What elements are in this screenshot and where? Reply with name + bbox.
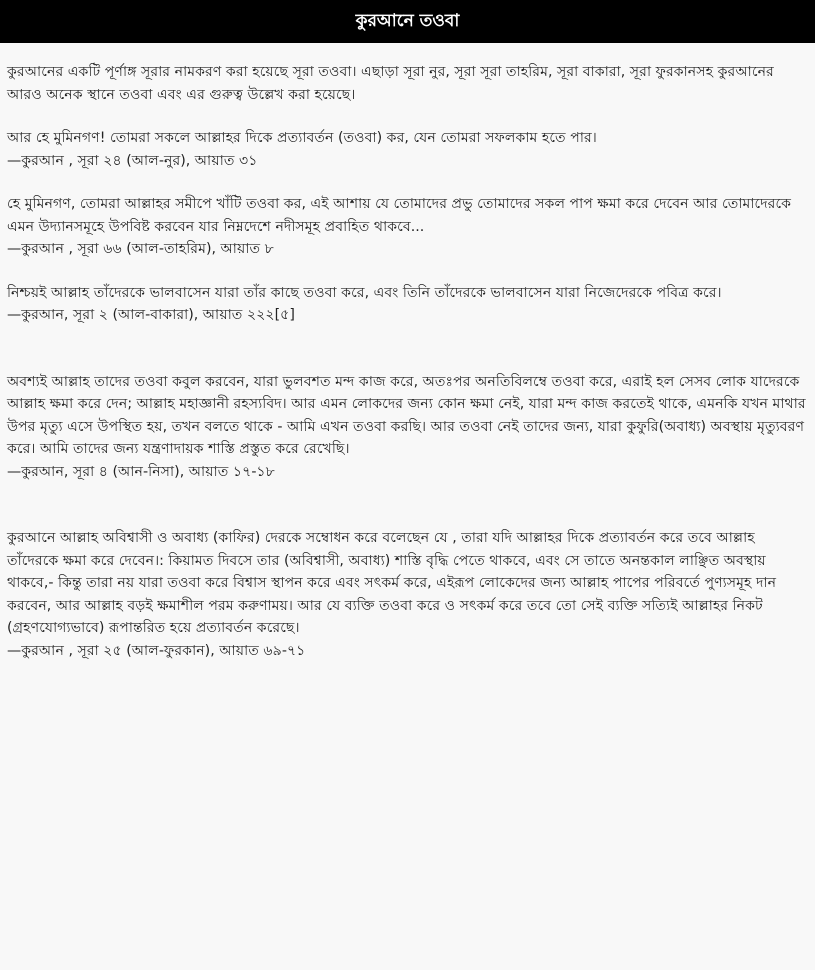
quote-citation: —কুরআন , সূরা ২৪ (আল-নুর), আয়াত ৩১ xyxy=(7,152,258,169)
quote-text: হে মুমিনগণ, তোমরা আল্লাহর সমীপে খাঁটি তওবা কর, এই আশায় যে তোমাদের প্রভু তোমাদের সকল পাপ ক্ষমা করে দেবেন আর তোমাদেরকে এমন উদ্যানসমূহে উপবিষ্ট করবেন যার নিম্নদেশে নদীসমূহ প্রবাহিত থাকবে... xyxy=(7,196,792,235)
quote-text: আর হে মুমিনগণ! তোমরা সকলে আল্লাহর দিকে প্রত্যাবর্তন (তওবা) কর, যেন তোমরা সফলকাম হতে পার। xyxy=(7,130,597,146)
quote-citation: —কুরআন , সূরা ৬৬ (আল-তাহরিম), আয়াত ৮ xyxy=(7,241,274,257)
quote-text: নিশ্চয়ই আল্লাহ তাঁদেরকে ভালবাসেন যারা তাঁর কাছে তওবা করে, এবং তিনি তাঁদেরকে ভালবাসেন যারা নিজেদেরকে পবিত্র করে। xyxy=(7,284,722,301)
page-title: কুরআনে তওবা xyxy=(355,10,460,31)
article-body xyxy=(0,43,815,662)
quote-citation: —কুরআন , সূরা ২৫ (আল-ফুরকান), আয়াত ৬৯-৭১ xyxy=(7,642,306,659)
page-header xyxy=(0,0,815,43)
quote-citation: —কুরআন, সূরা ৪ (আন-নিসা), আয়াত ১৭-১৮ xyxy=(7,463,275,480)
quote-text: কুরআনে আল্লাহ অবিশ্বাসী ও অবাধ্য (কাফির) দেরকে সম্বোধন করে বলেছেন যে , তারা যদি আল্লাহর দিকে প্রত্যাবর্তন করে তবে আল্লাহ তাঁদেরকে ক্ষমা করে দেবেন।: কিয়ামত দিবসে তার (অবিশ্বাসী, অবাধ্য) শাস্তি বৃদ্ধি পেতে থাকবে, এবং সে তাতে অনন্তকাল লাঞ্ছিত অবস্থায় থাকবে,- কিন্তু তারা নয় যারা তওবা করে বিশ্বাস স্থাপন করে এবং সৎকর্ম করে, এইরূপ লোকেদের জন্য আল্লাহ পাপের পরিবর্তে পুণ্যসমূহ দান করবেন, আর আল্লাহ বড়ই ক্ষমাশীল পরম করুণাময়। আর যে ব্যক্তি তওবা করে ও সৎকর্ম করে তবে তো সেই ব্যক্তি সত্যিই আল্লাহর নিকট (গ্রহণযোগ্যভাবে) রূপান্তরিত হয়ে প্রত্যাবর্তন করেছে। xyxy=(7,530,777,636)
quote-text: অবশ্যই আল্লাহ তাদের তওবা কবুল করবেন, যারা ভুলবশত মন্দ কাজ করে, অতঃপর অনতিবিলম্বে তওবা করে, এরাই হল সেসব লোক যাদেরকে আল্লাহ ক্ষমা করে দেন; আল্লাহ মহাজ্ঞানী রহস্যবিদ। আর এমন লোকদের জন্য কোন ক্ষমা নেই, যারা মন্দ কাজ করতেই থাকে, এমনকি যখন মাথার উপর মৃত্যু এসে উপস্থিত হয়, তখন বলতে থাকে - আমি এখন তওবা করছি। আর তওবা নেই তাদের জন্য, যারা কুফুরি(অবাধ্য) অবস্থায় মৃত্যুবরণ করে। আমি তাদের জন্য যন্ত্রণাদায়ক শাস্তি প্রস্তুত করে রেখেছি। xyxy=(7,373,806,457)
quote-citation: —কুরআন, সূরা ২ (আল-বাকারা), আয়াত ২২২[৫] xyxy=(7,307,295,323)
intro-paragraph: কুরআনের একটি পূর্ণাঙ্গ সূরার নামকরণ করা হয়েছে সূরা তওবা। এছাড়া সূরা নুর, সূরা সূরা তাহরিম, সূরা বাকারা, সূরা ফুরকানসহ কুরআনের আরও অনেক স্থানে তওবা এবং এর গুরুত্ব উল্লেখ করা হয়েছে। xyxy=(7,64,774,103)
